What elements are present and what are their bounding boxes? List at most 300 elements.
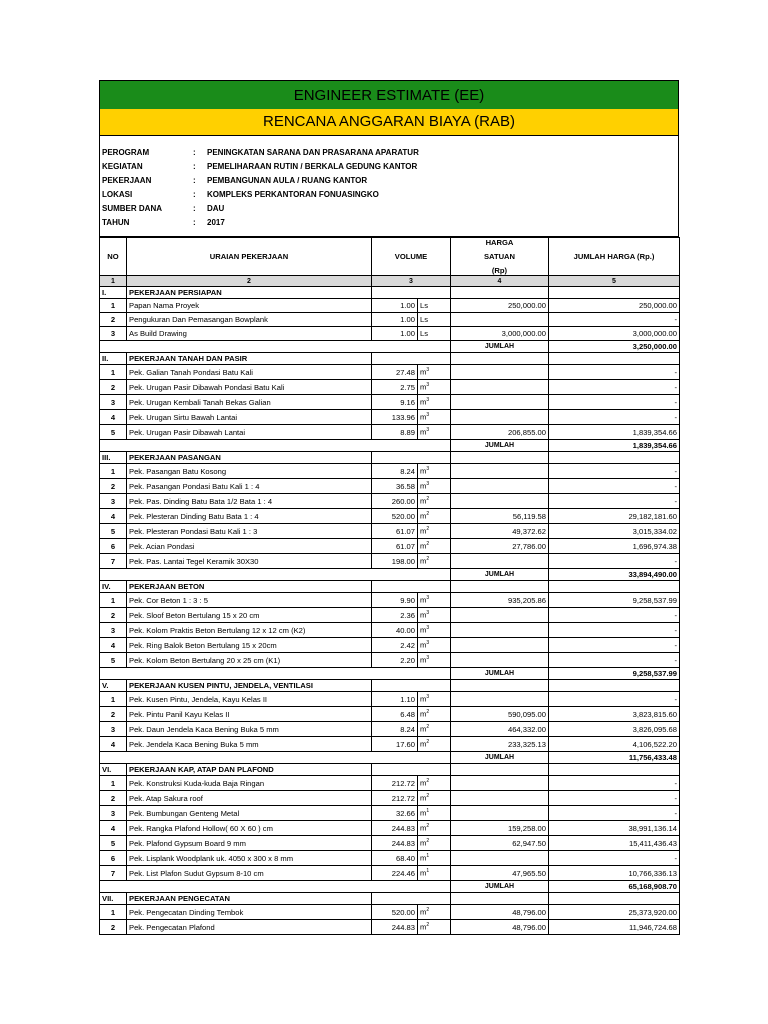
section-blank: [372, 353, 451, 365]
item-description: Pek. Urugan Kembali Tanah Bekas Galian: [127, 395, 372, 410]
table-row: [100, 722, 680, 737]
item-unit: [418, 299, 451, 313]
item-jumlah: -: [549, 554, 680, 569]
info-row: [100, 188, 678, 202]
item-unit-text: m: [420, 907, 427, 917]
item-unit: [418, 866, 451, 881]
item-number: 5: [100, 653, 127, 668]
item-unit-power: 2: [426, 511, 430, 518]
item-jumlah: 1,839,354.66: [549, 425, 680, 440]
item-jumlah: -: [549, 638, 680, 653]
item-unit-text: m: [420, 541, 427, 551]
item-harga: [451, 653, 549, 668]
item-unit: [418, 836, 451, 851]
info-separator: :: [193, 204, 196, 213]
item-harga: [451, 692, 549, 707]
item-description: Pek. Acian Pondasi: [127, 539, 372, 554]
item-volume: 27.48: [372, 365, 418, 380]
section-blank: [549, 581, 680, 593]
section-blank: [549, 353, 680, 365]
item-harga: [451, 380, 549, 395]
total-value: 11,756,433.48: [549, 752, 680, 764]
item-unit-power: 3: [426, 640, 430, 647]
item-number: 7: [100, 554, 127, 569]
item-description: Pek. Ring Balok Beton Bertulang 15 x 20cm: [127, 638, 372, 653]
item-description: Pek. Plafond Gypsum Board 9 mm: [127, 836, 372, 851]
item-volume: 8.24: [372, 464, 418, 479]
item-volume: 1.00: [372, 299, 418, 313]
item-unit-power: 2: [426, 907, 430, 914]
item-unit-power: 3: [426, 694, 430, 701]
item-number: 6: [100, 851, 127, 866]
item-volume: 9.16: [372, 395, 418, 410]
item-unit-power: 3: [426, 625, 430, 632]
item-jumlah: 4,106,522.20: [549, 737, 680, 752]
item-number: 3: [100, 494, 127, 509]
item-harga: 206,855.00: [451, 425, 549, 440]
item-unit-power: 2: [426, 922, 430, 929]
item-unit-text: m: [420, 625, 427, 635]
item-unit-power: 2: [426, 724, 430, 731]
item-unit-text: m: [420, 511, 427, 521]
item-description: Pek. Atap Sakura roof: [127, 791, 372, 806]
info-label: PEROGRAM: [102, 148, 150, 157]
item-harga: [451, 791, 549, 806]
info-row: [100, 174, 678, 188]
section-number: V.: [100, 680, 127, 692]
item-number: 5: [100, 425, 127, 440]
item-unit-text: m: [420, 724, 427, 734]
item-volume: 260.00: [372, 494, 418, 509]
section-blank: [372, 287, 451, 299]
section-title: PEKERJAAN KAP, ATAP DAN PLAFOND: [127, 764, 372, 776]
item-jumlah: -: [549, 692, 680, 707]
item-jumlah: 25,373,920.00: [549, 905, 680, 920]
item-jumlah: 1,696,974.38: [549, 539, 680, 554]
item-unit-power: 3: [426, 382, 430, 389]
col-uraian: URAIAN PEKERJAAN: [127, 238, 372, 276]
table-row: [100, 524, 680, 539]
item-volume: 1.00: [372, 327, 418, 341]
table-row: [100, 464, 680, 479]
table-row: [100, 299, 680, 313]
info-row: [100, 202, 678, 216]
item-number: 2: [100, 313, 127, 327]
item-description: Pek. Plesteran Dinding Batu Bata 1 : 4: [127, 509, 372, 524]
section-blank: [372, 680, 451, 692]
item-unit: [418, 638, 451, 653]
item-unit: [418, 593, 451, 608]
item-jumlah: 15,411,436.43: [549, 836, 680, 851]
info-row: [100, 160, 678, 174]
item-description: Pek. Kolom Beton Bertulang 20 x 25 cm (K1): [127, 653, 372, 668]
item-description: Pek. Plesteran Pondasi Batu Kali 1 : 3: [127, 524, 372, 539]
item-unit: [418, 479, 451, 494]
item-description: Pek. Pasangan Pondasi Batu Kali 1 : 4: [127, 479, 372, 494]
item-volume: 2.75: [372, 380, 418, 395]
item-unit: [418, 707, 451, 722]
info-row: [100, 146, 678, 160]
section-title: PEKERJAAN BETON: [127, 581, 372, 593]
item-description: Pek. Urugan Sirtu Bawah Lantai: [127, 410, 372, 425]
item-description: Pek. Cor Beton 1 : 3 : 5: [127, 593, 372, 608]
item-unit-power: 3: [426, 412, 430, 419]
item-volume: 224.46: [372, 866, 418, 881]
item-number: 3: [100, 722, 127, 737]
item-volume: 9.90: [372, 593, 418, 608]
section-number: VII.: [100, 893, 127, 905]
item-harga: 27,786.00: [451, 539, 549, 554]
section-blank: [451, 680, 549, 692]
item-volume: 520.00: [372, 905, 418, 920]
item-unit-text: m: [420, 793, 427, 803]
table-row: [100, 313, 680, 327]
item-number: 3: [100, 806, 127, 821]
info-label: TAHUN: [102, 218, 130, 227]
item-number: 1: [100, 692, 127, 707]
table-row: [100, 866, 680, 881]
item-unit: [418, 791, 451, 806]
section-row: [100, 287, 680, 299]
item-unit: [418, 692, 451, 707]
total-label: JUMLAH: [451, 668, 549, 680]
item-volume: 244.83: [372, 836, 418, 851]
col-harga-line2: SATUAN: [483, 252, 516, 261]
table-row: [100, 791, 680, 806]
table-row: [100, 380, 680, 395]
section-number: II.: [100, 353, 127, 365]
item-volume: 198.00: [372, 554, 418, 569]
item-volume: 61.07: [372, 539, 418, 554]
item-jumlah: 250,000.00: [549, 299, 680, 313]
table-row: [100, 905, 680, 920]
item-unit: [418, 395, 451, 410]
item-unit-power: 3: [426, 655, 430, 662]
item-unit-text: m: [420, 481, 427, 491]
item-unit-power: 3: [426, 397, 430, 404]
item-description: Pek. Pas. Dinding Batu Bata 1/2 Bata 1 : 4: [127, 494, 372, 509]
section-blank: [372, 764, 451, 776]
total-value: 65,168,908.70: [549, 881, 680, 893]
item-description: Pek. Bumbungan Genteng Metal: [127, 806, 372, 821]
item-description: Pek. Pas. Lantai Tegel Keramik 30X30: [127, 554, 372, 569]
item-number: 1: [100, 593, 127, 608]
item-unit: [418, 851, 451, 866]
item-number: 5: [100, 836, 127, 851]
info-separator: :: [193, 218, 196, 227]
item-unit-text: m: [420, 466, 427, 476]
item-number: 5: [100, 524, 127, 539]
item-harga: 62,947.50: [451, 836, 549, 851]
section-number: III.: [100, 452, 127, 464]
item-unit-power: 2: [426, 823, 430, 830]
info-label: KEGIATAN: [102, 162, 143, 171]
item-unit-power: 2: [426, 739, 430, 746]
item-number: 2: [100, 920, 127, 935]
info-value: DAU: [207, 204, 225, 213]
table-row: [100, 707, 680, 722]
col-number-3: 3: [372, 276, 451, 287]
item-harga: 49,372.62: [451, 524, 549, 539]
item-harga: [451, 806, 549, 821]
item-jumlah: 3,823,815.60: [549, 707, 680, 722]
item-unit-text: m: [420, 640, 427, 650]
item-number: 1: [100, 365, 127, 380]
total-blank: [100, 881, 451, 893]
item-volume: 8.89: [372, 425, 418, 440]
item-harga: 47,965.50: [451, 866, 549, 881]
item-volume: 17.60: [372, 737, 418, 752]
item-unit-text: m: [420, 397, 427, 407]
item-unit-power: 3: [426, 466, 430, 473]
table-row: [100, 395, 680, 410]
item-description: Pek. Sloof Beton Bertulang 15 x 20 cm: [127, 608, 372, 623]
item-harga: [451, 479, 549, 494]
item-unit-power: 2: [426, 709, 430, 716]
item-unit: [418, 494, 451, 509]
total-blank: [100, 341, 451, 353]
item-number: 2: [100, 707, 127, 722]
item-harga: [451, 623, 549, 638]
item-harga: 233,325.13: [451, 737, 549, 752]
item-harga: 935,205.86: [451, 593, 549, 608]
col-number-1: 1: [100, 276, 127, 287]
item-description: As Build Drawing: [127, 327, 372, 341]
total-blank: [100, 569, 451, 581]
item-unit-text: m: [420, 610, 427, 620]
total-row: [100, 440, 680, 452]
item-number: 1: [100, 905, 127, 920]
table-row: [100, 608, 680, 623]
info-separator: :: [193, 148, 196, 157]
col-harga-line1: HARGA: [485, 238, 514, 247]
info-value: KOMPLEKS PERKANTORAN FONUASINGKO: [207, 190, 379, 199]
item-unit-text: m: [420, 526, 427, 536]
section-title: PEKERJAAN PASANGAN: [127, 452, 372, 464]
item-unit: [418, 425, 451, 440]
item-volume: 6.48: [372, 707, 418, 722]
item-jumlah: -: [549, 623, 680, 638]
item-jumlah: -: [549, 365, 680, 380]
item-jumlah: -: [549, 410, 680, 425]
table-row: [100, 806, 680, 821]
item-number: 7: [100, 866, 127, 881]
item-harga: 159,258.00: [451, 821, 549, 836]
item-harga: [451, 638, 549, 653]
item-number: 2: [100, 479, 127, 494]
total-value: 3,250,000.00: [549, 341, 680, 353]
item-unit: [418, 653, 451, 668]
total-blank: [100, 668, 451, 680]
section-row: [100, 581, 680, 593]
item-jumlah: -: [549, 395, 680, 410]
item-jumlah: 3,015,334.02: [549, 524, 680, 539]
item-jumlah: 38,991,136.14: [549, 821, 680, 836]
info-separator: :: [193, 176, 196, 185]
item-jumlah: 3,000,000.00: [549, 327, 680, 341]
item-unit-text: Ls: [420, 329, 429, 338]
col-number-4: 4: [451, 276, 549, 287]
info-separator: :: [193, 162, 196, 171]
total-value: 1,839,354.66: [549, 440, 680, 452]
total-blank: [100, 752, 451, 764]
section-number: I.: [100, 287, 127, 299]
item-harga: 48,796.00: [451, 905, 549, 920]
section-blank: [549, 287, 680, 299]
total-value: 9,258,537.99: [549, 668, 680, 680]
item-jumlah: -: [549, 851, 680, 866]
item-harga: 590,095.00: [451, 707, 549, 722]
item-number: 4: [100, 638, 127, 653]
item-unit-text: m: [420, 556, 427, 566]
total-label: JUMLAH: [451, 752, 549, 764]
col-jumlah: JUMLAH HARGA (Rp.): [549, 238, 680, 276]
item-harga: [451, 365, 549, 380]
info-label: PEKERJAAN: [102, 176, 152, 185]
item-unit-power: 2: [426, 526, 430, 533]
item-unit-power: 2: [426, 838, 430, 845]
rab-sheet: [99, 80, 679, 935]
section-title: PEKERJAAN TANAH DAN PASIR: [127, 353, 372, 365]
section-row: [100, 452, 680, 464]
total-row: [100, 668, 680, 680]
item-number: 1: [100, 776, 127, 791]
item-number: 4: [100, 410, 127, 425]
item-description: Pek. Pintu Panil Kayu Kelas II: [127, 707, 372, 722]
item-description: Pek. Rangka Plafond Hollow( 60 X 60 ) cm: [127, 821, 372, 836]
col-harga-line3: (Rp): [491, 266, 508, 275]
section-number: IV.: [100, 581, 127, 593]
info-label: LOKASI: [102, 190, 133, 199]
section-title: PEKERJAAN PENGECATAN: [127, 893, 372, 905]
table-row: [100, 539, 680, 554]
item-volume: 1.10: [372, 692, 418, 707]
section-row: [100, 893, 680, 905]
item-volume: 40.00: [372, 623, 418, 638]
item-harga: 3,000,000.00: [451, 327, 549, 341]
item-harga: 48,796.00: [451, 920, 549, 935]
item-harga: [451, 313, 549, 327]
item-jumlah: -: [549, 776, 680, 791]
item-number: 3: [100, 623, 127, 638]
document-subtitle: RENCANA ANGGARAN BIAYA (RAB): [262, 113, 515, 130]
section-title: PEKERJAAN KUSEN PINTU, JENDELA, VENTILASI: [127, 680, 372, 692]
item-unit: [418, 608, 451, 623]
item-unit-text: m: [420, 823, 427, 833]
column-number-row: [100, 276, 680, 287]
col-number-5: 5: [549, 276, 680, 287]
item-volume: 244.83: [372, 821, 418, 836]
total-row: [100, 752, 680, 764]
item-jumlah: -: [549, 653, 680, 668]
item-description: Pek. Daun Jendela Kaca Bening Buka 5 mm: [127, 722, 372, 737]
item-unit-power: 3: [426, 595, 430, 602]
info-value: PENINGKATAN SARANA DAN PRASARANA APARATUR: [207, 148, 419, 157]
section-blank: [451, 452, 549, 464]
item-volume: 36.58: [372, 479, 418, 494]
section-row: [100, 680, 680, 692]
table-row: [100, 836, 680, 851]
item-harga: [451, 494, 549, 509]
item-description: Pek. Konstruksi Kuda-kuda Baja Ringan: [127, 776, 372, 791]
item-volume: 212.72: [372, 776, 418, 791]
item-unit-text: m: [420, 412, 427, 422]
section-blank: [372, 581, 451, 593]
col-harga: [451, 238, 549, 276]
item-unit-power: 3: [426, 427, 430, 434]
section-blank: [549, 764, 680, 776]
table-row: [100, 737, 680, 752]
item-description: Pek. Lisplank Woodplank uk. 4050 x 300 x 8 mm: [127, 851, 372, 866]
table-row: [100, 425, 680, 440]
table-row: [100, 920, 680, 935]
table-row: [100, 554, 680, 569]
item-jumlah: 10,766,336.13: [549, 866, 680, 881]
item-unit-power: 2: [426, 541, 430, 548]
item-unit-power: 2: [426, 778, 430, 785]
item-number: 2: [100, 380, 127, 395]
item-unit-text: m: [420, 709, 427, 719]
item-description: Pek. Pengecatan Dinding Tembok: [127, 905, 372, 920]
total-row: [100, 341, 680, 353]
section-blank: [451, 353, 549, 365]
table-row: [100, 479, 680, 494]
section-blank: [549, 680, 680, 692]
item-unit-text: m: [420, 382, 427, 392]
total-label: JUMLAH: [451, 881, 549, 893]
item-unit: [418, 365, 451, 380]
item-number: 3: [100, 395, 127, 410]
table-row: [100, 821, 680, 836]
cost-table: [99, 237, 680, 935]
item-unit-power: 3: [426, 610, 430, 617]
total-value: 33,894,490.00: [549, 569, 680, 581]
item-unit: [418, 737, 451, 752]
item-number: 2: [100, 791, 127, 806]
item-harga: [451, 464, 549, 479]
item-unit: [418, 776, 451, 791]
item-volume: 61.07: [372, 524, 418, 539]
section-blank: [451, 893, 549, 905]
total-label: JUMLAH: [451, 440, 549, 452]
item-volume: 212.72: [372, 791, 418, 806]
item-unit-text: Ls: [420, 315, 429, 324]
item-harga: 464,332.00: [451, 722, 549, 737]
item-harga: [451, 851, 549, 866]
table-row: [100, 776, 680, 791]
item-unit-power: 3: [426, 367, 430, 374]
item-unit-text: m: [420, 808, 427, 818]
item-number: 6: [100, 539, 127, 554]
item-unit-power: 2: [426, 556, 430, 563]
item-unit: [418, 920, 451, 935]
item-description: Pek. Urugan Pasir Dibawah Lantai: [127, 425, 372, 440]
document-title: ENGINEER ESTIMATE (EE): [293, 87, 485, 104]
item-unit: [418, 539, 451, 554]
item-description: Pek. Kolom Praktis Beton Bertulang 12 x 12 cm (K2): [127, 623, 372, 638]
item-volume: 2.20: [372, 653, 418, 668]
item-unit-text: m: [420, 778, 427, 788]
table-row: [100, 593, 680, 608]
item-description: Pek. Urugan Pasir Dibawah Pondasi Batu Kali: [127, 380, 372, 395]
table-row: [100, 327, 680, 341]
item-description: Pek. Pasangan Batu Kosong: [127, 464, 372, 479]
item-number: 4: [100, 509, 127, 524]
item-description: Pek. Kusen Pintu, Jendela, Kayu Kelas II: [127, 692, 372, 707]
item-unit: [418, 410, 451, 425]
section-blank: [451, 764, 549, 776]
item-unit: [418, 509, 451, 524]
